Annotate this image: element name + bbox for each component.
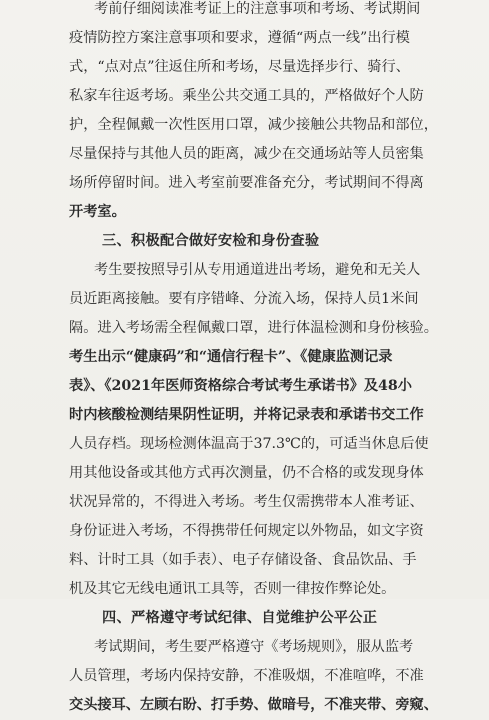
text-line	[69, 285, 449, 314]
paragraph-1-line-3: 式，“点对点”往返住所和考场，尽量选择步行、骑行、	[69, 59, 410, 75]
paragraph-2-line-3: 隔。进入考场需全程佩戴口罩，进行体温检测和身份核验。	[69, 320, 438, 336]
paragraph-3-line-1: 考试期间，考生要严格遵守《考场规则》，服从监考	[94, 639, 414, 655]
text-line	[69, 459, 449, 488]
text-line	[69, 430, 449, 459]
text-line	[69, 546, 449, 575]
text-line	[69, 343, 449, 372]
text-line	[69, 662, 449, 691]
paragraph-1-line-7: 场所停留时间。进入考室前要准备充分，考试期间不得离	[69, 175, 424, 191]
paragraph-1-line-5: 护，全程佩戴一次性医用口罩，减少接触公共物品和部位，	[69, 117, 438, 133]
paragraph-1-line-8: 开考室。	[69, 204, 126, 220]
paragraph-2-line-4: 考生出示“健康码”和“通信行程卡”、《健康监测记录	[69, 349, 393, 365]
text-line	[69, 140, 449, 169]
text-line	[69, 372, 449, 401]
paragraph-2-line-11: 料、计时工具（如手表）、电子存储设备、食品饮品、手	[69, 552, 417, 568]
paragraph-3-line-2: 人员管理，考场内保持安静，不准吸烟，不准喧哗，不准	[69, 668, 424, 684]
paragraph-2-line-12: 机及其它无线电通讯工具等，否则一律按作弊论处。	[69, 581, 396, 597]
text-line	[69, 633, 449, 662]
paragraph-3-line-3: 交头接耳、左顾右盼、打手势、做暗号，不准夹带、旁窥、	[69, 697, 438, 713]
section-4-heading	[69, 604, 449, 633]
paragraph-2-line-2: 员近距离接触。要有序错峰、分流入场，保持人员1米间	[69, 291, 419, 307]
text-line	[69, 111, 449, 140]
paragraph-1-line-2: 疫情防控方案注意事项和要求，遵循“两点一线”出行模	[69, 30, 410, 46]
text-line	[69, 314, 449, 343]
paragraph-2-line-6: 时内核酸检测结果阴性证明，并将记录表和承诺书交工作	[69, 407, 424, 423]
section-3-heading	[69, 227, 449, 256]
text-line	[69, 488, 449, 517]
paragraph-2-line-7: 人员存档。现场检测体温高于37.3℃的，可适当休息后使	[69, 436, 429, 452]
paragraph-2-line-5: 表》、《2021年医师资格综合考试考生承诺书》及48小	[69, 378, 412, 394]
text-line	[69, 53, 449, 82]
text-line	[69, 575, 449, 604]
section-3-heading-text: 三、积极配合做好安检和身份查验	[102, 233, 320, 249]
text-line	[69, 691, 449, 720]
text-line	[69, 517, 449, 546]
text-line	[69, 24, 449, 53]
paragraph-1-line-6: 尽量保持与其他人员的距离，减少在交通场站等人员密集	[69, 146, 424, 162]
paragraph-2-line-9: 状况异常的，不得进入考场。考生仅需携带本人准考证、	[69, 494, 424, 510]
paragraph-1-line-4: 私家车往返考场。乘坐公共交通工具的，严格做好个人防	[69, 88, 424, 104]
section-4-heading-text: 四、严格遵守考试纪律、自觉维护公平公正	[102, 610, 378, 626]
text-line	[69, 256, 449, 285]
text-line	[69, 0, 449, 24]
paragraph-2-line-8: 用其他设备或其他方式再次测量，仍不合格的或发现身体	[69, 465, 424, 481]
paragraph-2-line-10: 身份证进入考场，不得携带任何规定以外物品，如文字资	[69, 523, 424, 539]
text-line	[69, 401, 449, 430]
text-line	[69, 198, 449, 227]
text-line	[69, 82, 449, 111]
text-line	[69, 169, 449, 198]
paragraph-1-line-1: 考前仔细阅读准考证上的注意事项和考场、考试期间	[94, 1, 421, 17]
paragraph-2-line-1: 考生要按照导引从专用通道进出考场，避免和无关人	[94, 262, 421, 278]
